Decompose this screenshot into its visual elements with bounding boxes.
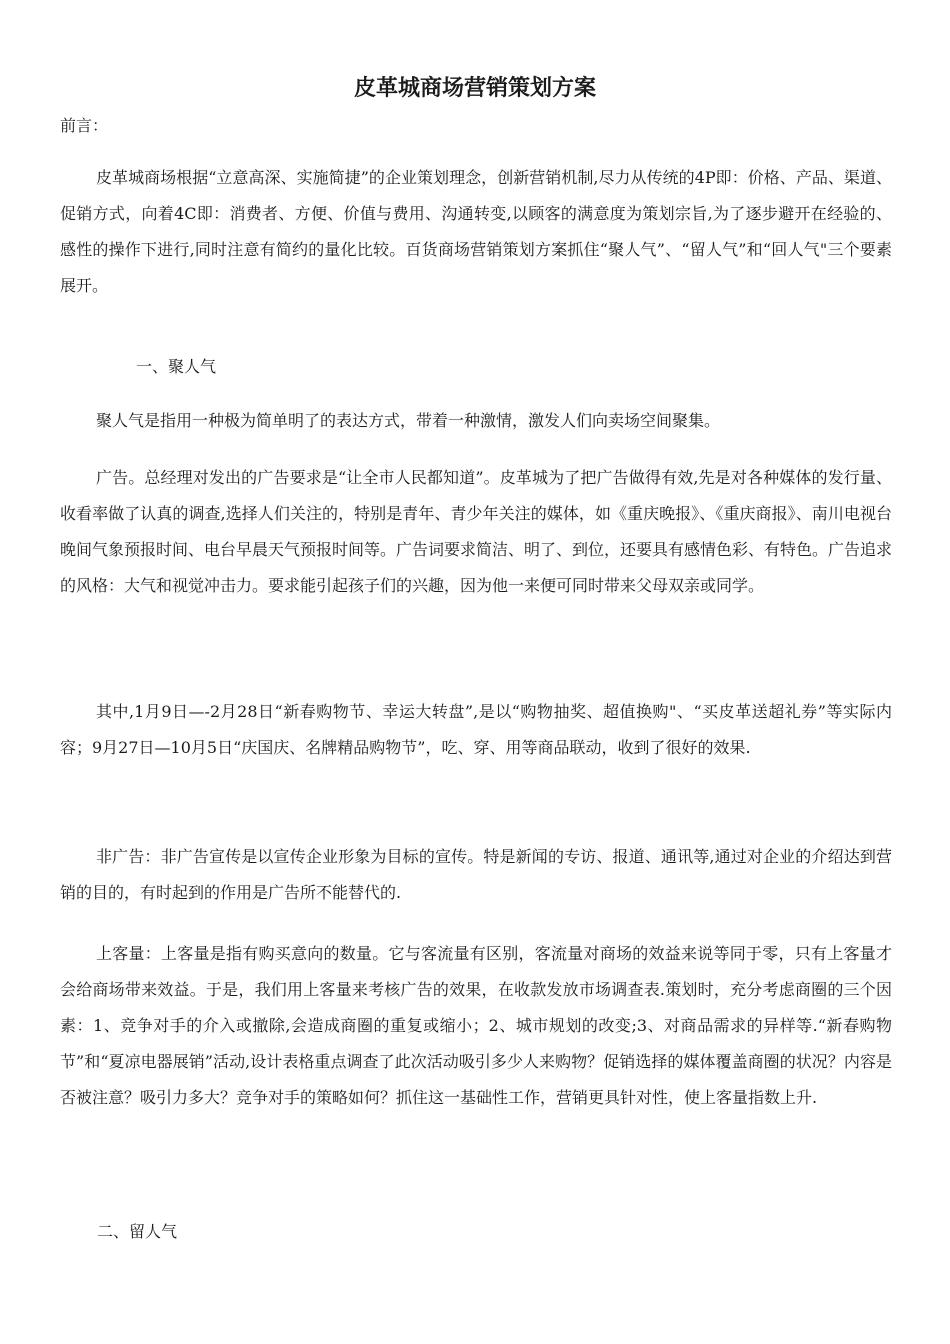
non-advertising-paragraph: 非广告：非广告宣传是以宣传企业形象为目标的宣传。特是新闻的专访、报道、通讯等,通过对企业的介绍达到营销的目的，有时起到的作用是广告所不能替代的. [60,847,892,902]
intro-paragraph: 皮革城商场根据“立意高深、实施简捷”的企业策划理念，创新营销机制,尽力从传统的4P即：价格、产品、渠道、促销方式，向着4C即：消费者、方便、价值与费用、沟通转变,以顾客的满意度为策划宗旨,为了逐步避开在经验的、感性的操作下进行,同时注意有简约的量化比较。百货商场营销策划方案抓住“聚人气”、“留人气”和“回人气"三个要素展开。 [60,168,892,295]
customer-volume-paragraph: 上客量：上客量是指有购买意向的数量。它与客流量有区别，客流量对商场的效益来说等同于零，只有上客量才会给商场带来效益。于是，我们用上客量来考核广告的效果，在收款发放市场调查表.策划时，充分考虑商圈的三个因素：1、竞争对手的介入或撤除,会造成商圈的重复或缩小；2、城市规划的改变;3、对商品需求的异样等.“新春购物节”和“夏凉电器展销”活动,设计表格重点调查了此次活动吸引多少人来购物？促销选择的媒体覆盖商圈的状况？内容是否被注意？吸引力多大？竞争对手的策略如何？抓住这一基础性工作，营销更具针对性，使上客量指数上升. [60,944,892,1107]
document-title: 皮革城商场营销策划方案 [353,76,596,101]
advertising-paragraph: 广告。总经理对发出的广告要求是“让全市人民都知道”。皮革城为了把广告做得有效,先是对各种媒体的发行量、收看率做了认真的调查,选择人们关注的，特别是青年、青少年关注的媒体，如《重庆晚报》、《重庆商报》、南川电视台晚间气象预报时间、电台早晨天气预报时间等。广告词要求简洁、明了、到位，还要具有感情色彩、有特色。广告追求的风格：大气和视觉冲击力。要求能引起孩子们的兴趣，因为他一来便可同时带来父母双亲或同学。 [60,468,893,595]
events-paragraph: 其中,1月9日—-2月28日“新春购物节、幸运大转盘”,是以“购物抽奖、超值换购"、“买皮革送超礼券”等实际内容；9月27日—10月5日“庆国庆、名牌精品购物节”，吃、穿、用等商品联动，收到了很好的效果. [60,702,892,757]
gather-definition-paragraph: 聚人气是指用一种极为简单明了的表达方式，带着一种激情，激发人们向卖场空间聚集。 [96,411,721,430]
section-heading-retain: 二、留人气 [97,1222,178,1241]
section-heading-gather: 一、聚人气 [136,357,217,376]
preface-label: 前言： [60,116,109,135]
